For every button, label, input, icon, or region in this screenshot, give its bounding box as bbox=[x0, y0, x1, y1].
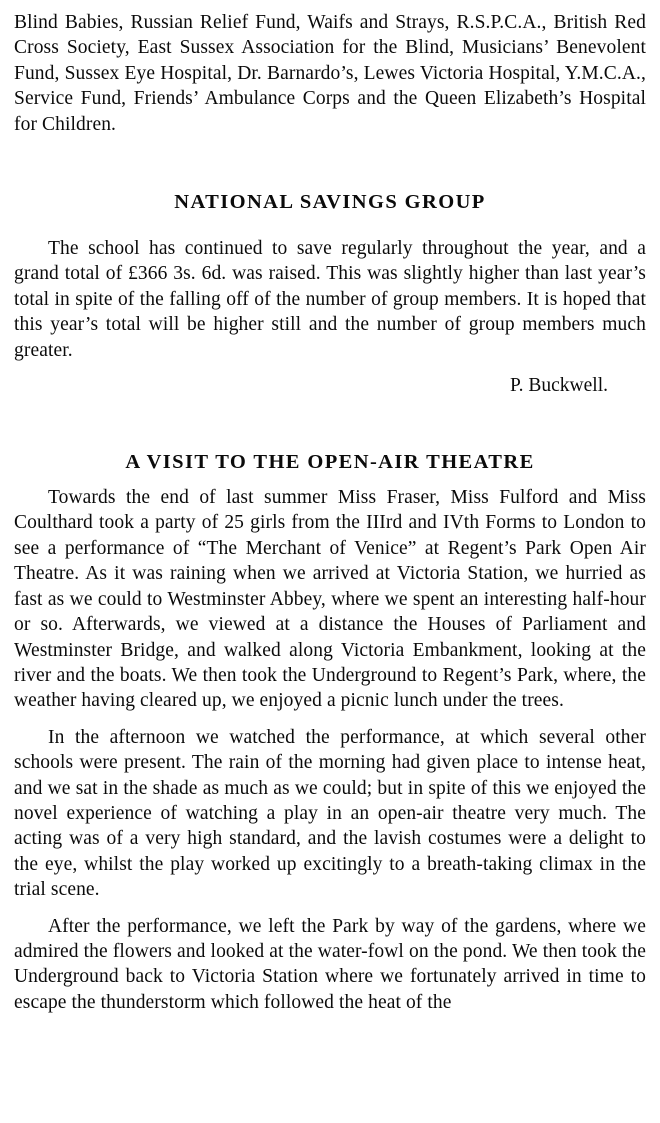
spacer bbox=[14, 474, 646, 485]
section-heading-national-savings-group: NATIONAL SAVINGS GROUP bbox=[174, 191, 486, 214]
spacer bbox=[14, 397, 646, 451]
spacer bbox=[14, 903, 646, 914]
section-paragraph: Towards the end of last summer Miss Fraser, Miss Fulford and Miss Coulthard took a party of 25 girls from the IIIrd and IVth Forms to London to see a performance of “The Merchant of Venice” at Regent’s Park Open Air Theatre. As it was raining when we arrived at Victoria Station, we hurried as fast as we could to Westminster Abbey, where we spent an interesting half-hour or so. Afterwards, we viewed at a distance the Houses of Parliament and Westminster Bridge, and walked along Victoria Embankment, looking at the river and the boats. We then took the Underground to Regent’s Park, where, the weather having cleared up, we enjoyed a picnic lunch under the trees. bbox=[14, 487, 646, 712]
spacer bbox=[14, 214, 646, 236]
section-paragraph: In the afternoon we watched the performance, at which several other schools were present. The rain of the morning had given place to intense heat, and we sat in the shade as much as we could; but in spite of this we enjoyed the novel experience of watching a play in an open-air theatre very much. The acting was of a very high standard, and the lavish costumes were a delight to the eye, whilst the play worked up excitingly to a breath-taking climax in the trial scene. bbox=[14, 726, 646, 901]
spacer bbox=[14, 714, 646, 725]
section-paragraph: The school has continued to save regularly throughout the year, and a grand total of £366 3s. 6d. was raised. This was slightly higher than last year’s total in spite of the falling off of the number of group members. It is hoped that this year’s total will be higher still and the number of group members much greater. bbox=[14, 238, 646, 361]
spacer bbox=[14, 137, 646, 191]
spacer bbox=[14, 363, 646, 375]
section-paragraph: After the performance, we left the Park by way of the gardens, where we admired the flowers and looked at the water-fowl on the pond. We then took the Underground back to Victoria Station where we fortunately arrived in time to escape the thunderstorm which followed the heat of the bbox=[14, 915, 646, 1013]
section-signature: P. Buckwell. bbox=[509, 375, 608, 397]
section-heading-open-air-theatre: A VISIT TO THE OPEN-AIR THEATRE bbox=[125, 451, 535, 474]
charities-paragraph: Blind Babies, Russian Relief Fund, Waifs and Strays, R.S.P.C.A., British Red Cross Society, East Sussex Association for the Blind, Musicians’ Benevolent Fund, Sussex Eye Hospital, Dr. Barnardo’s, Lewes Victoria Hospital, Y.M.C.A., Service Fund, Friends’ Ambulance Corps and the Queen Elizabeth’s Hospital for Children. bbox=[14, 12, 646, 135]
